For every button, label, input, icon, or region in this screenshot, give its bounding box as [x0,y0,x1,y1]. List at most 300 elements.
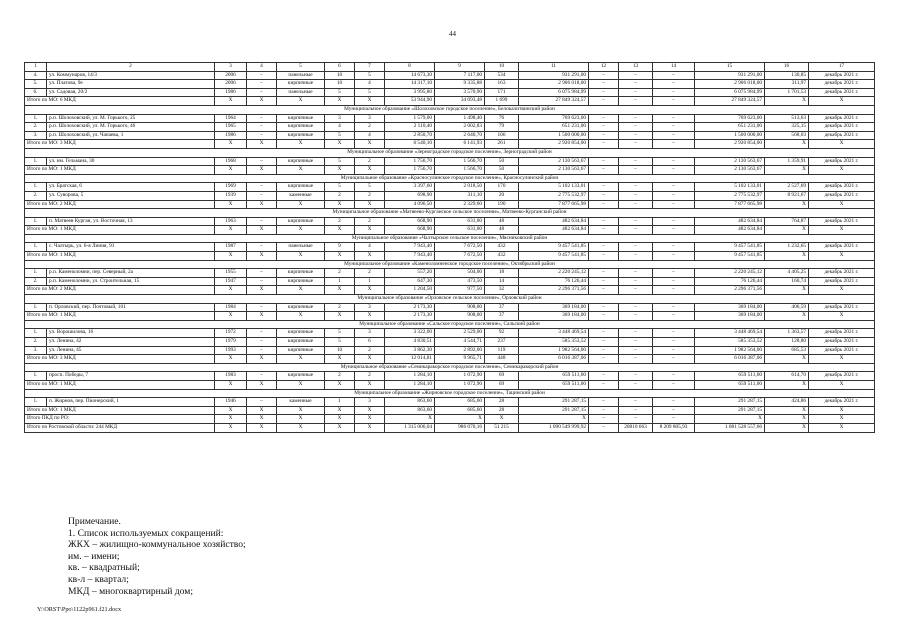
table-cell: 651 231,00 [519,123,589,132]
column-number-cell: 9 [435,63,485,72]
table-cell: – [653,346,695,355]
table-cell: 5 102 133,01 [695,183,765,192]
table-cell: 1 701,53 [765,88,809,97]
column-number-cell: 3 [215,63,247,72]
total-value-cell: X [215,286,247,295]
table-cell: – [589,338,619,347]
table-cell: 9 [325,243,355,252]
table-cell: 3 [325,114,355,123]
table-cell: 1979 [215,338,247,347]
total-value-cell: X [325,423,355,432]
table-cell: просп. Победы, 7 [47,372,215,381]
table-cell: – [247,88,277,97]
table-cell: 160,74 [765,277,809,286]
table-cell: 92 [485,329,519,338]
table-cell: – [653,71,695,80]
table-cell: 1 072,90 [435,372,485,381]
table-cell: – [619,243,653,252]
total-value-cell: – [619,415,653,424]
table-cell: 2 220 245,12 [519,269,589,278]
table-cell: 473,50 [435,277,485,286]
table-cell: – [619,157,653,166]
table-cell: – [653,217,695,226]
table-cell: 1968 [215,157,247,166]
table-cell: декабрь 2021 г. [809,123,875,132]
table-cell: 1 284,10 [385,372,435,381]
table-cell: 9 457 541,85 [519,243,589,252]
table-cell: 1. [25,243,47,252]
table-row [25,243,875,252]
table-cell: ул. Суворова, 5 [47,191,215,200]
table-cell: кирпичные [277,338,325,347]
table-cell: 513,63 [765,114,809,123]
notes-line: им. – имени; [68,550,120,562]
table-cell: 3 862,30 [385,346,435,355]
table-cell: 4 544,71 [435,338,485,347]
table-cell: декабрь 2021 г. [809,217,875,226]
table-cell: декабрь 2021 г. [809,372,875,381]
total-row [25,380,875,389]
table-cell: 170 [485,183,519,192]
total-row [25,252,875,261]
total-value-cell: – [589,252,619,261]
table-cell: – [619,183,653,192]
total-value-cell: – [653,286,695,295]
table-cell: декабрь 2021 г. [809,398,875,407]
total-value-cell: 291 287,15 [695,406,765,415]
total-value-cell: X [809,252,875,261]
table-cell: декабрь 2021 г. [809,269,875,278]
table-row [25,131,875,140]
municipality-header-row [25,148,875,157]
table-cell: – [653,131,695,140]
table-cell: 1 232,65 [765,243,809,252]
total-value-cell: X [247,423,277,432]
municipality-header-row [25,105,875,114]
total-value-cell: X [277,423,325,432]
notes-line: 1. Список используемых сокращений: [68,527,224,539]
municipality-name-cell: Муниципальное образование «Шолоховское городское поселение», Белокалитвинский район [25,105,875,114]
table-cell: 2 [325,191,355,200]
total-value-cell: – [589,380,619,389]
table-cell: декабрь 2021 г. [809,191,875,200]
table-cell: – [247,303,277,312]
column-number-cell: 17 [809,63,875,72]
total-value-cell: 1 284,10 [385,380,435,389]
total-value-cell: 2 130 563,67 [519,166,589,175]
total-value-cell: 6 016 387,06 [695,355,765,364]
table-cell: 1972 [215,329,247,338]
table-cell: 2 906 018,00 [519,80,589,89]
table-cell: 1. [25,372,47,381]
table-cell: 5 [325,88,355,97]
total-value-cell: X [215,252,247,261]
table-cell: 769 623,00 [519,114,589,123]
table-cell: 3 995,80 [385,88,435,97]
total-label-cell: Итого по МО: 1 МКД [25,226,215,235]
table-cell: 5 [325,338,355,347]
total-value-cell: – [589,312,619,321]
table-cell: р.п. Каменоломни, пер. Северный, 2а [47,269,215,278]
table-cell: – [619,398,653,407]
total-value-cell: 9 457 541,85 [519,252,589,261]
total-value-cell: – [619,140,653,149]
table-cell: 14 317,10 [385,80,435,89]
municipality-header-row [25,209,875,218]
total-value-cell: X [809,406,875,415]
table-cell: 3. [25,131,47,140]
table-cell: 2 [325,269,355,278]
table-cell: 5 [325,131,355,140]
total-value-cell: X [325,97,355,106]
total-value-cell: X [247,97,277,106]
total-value-cell: – [589,140,619,149]
total-value-cell: – [589,286,619,295]
total-value-cell: 1 699 [485,97,519,106]
total-value-cell: 12 014,81 [385,355,435,364]
total-value-cell: X [247,286,277,295]
table-cell: 2 173,30 [385,303,435,312]
total-value-cell: – [619,166,653,175]
table-cell: – [653,191,695,200]
table-cell: – [589,191,619,200]
total-value-cell: X [355,380,385,389]
table-cell: – [619,303,653,312]
table-cell: 647,30 [385,277,435,286]
total-value-cell: – [653,355,695,364]
total-value-cell: 908,00 [435,312,485,321]
table-cell: 4 830,51 [385,338,435,347]
table-cell: кирпичные [277,303,325,312]
column-number-cell: 10 [485,63,519,72]
table-row [25,80,875,89]
column-number-cell: 2 [47,63,215,72]
total-value-cell: 37 [485,312,519,321]
total-label-cell: Итого по МО: 1 МКД [25,380,215,389]
total-value-cell: 51 215 [485,423,519,432]
total-value-cell: – [653,226,695,235]
total-value-cell: X [215,406,247,415]
table-cell: 2006 [215,80,247,89]
table-cell: 14 [485,277,519,286]
total-value-cell: X [325,140,355,149]
table-cell: – [619,131,653,140]
total-value-cell: 6 540,10 [385,140,435,149]
table-cell: 311,97 [765,80,809,89]
table-cell: 2 130 563,67 [519,157,589,166]
column-number-cell: 7 [355,63,385,72]
table-cell: 1 [355,277,385,286]
total-value-cell: – [653,406,695,415]
table-cell: 764,87 [765,217,809,226]
table-cell: 1. [25,157,47,166]
total-value-cell: – [653,415,695,424]
total-value-cell: X [809,286,875,295]
total-row [25,312,875,321]
table-cell: 1965 [215,123,247,132]
total-value-cell: X [765,166,809,175]
total-value-cell: X [247,252,277,261]
table-cell: 2 [355,346,385,355]
column-number-cell: 1 [25,63,47,72]
total-value-cell: X [765,97,809,106]
table-cell: кирпичные [277,114,325,123]
table-cell: 2 018,50 [435,183,485,192]
table-cell: декабрь 2021 г. [809,131,875,140]
table-cell: 1 359,91 [765,157,809,166]
total-value-cell: – [619,252,653,261]
total-value-cell: X [277,355,325,364]
table-row [25,217,875,226]
table-cell: – [247,123,277,132]
total-value-cell: X [765,415,809,424]
total-value-cell: X [277,140,325,149]
total-value-cell: X [325,252,355,261]
table-cell: 557,20 [385,269,435,278]
table-row [25,398,875,407]
table-cell: п. Матвеев Курган, ул. Восточная, 13 [47,217,215,226]
table-cell: 2 [355,157,385,166]
table-cell: 128,80 [765,338,809,347]
table-cell: – [653,303,695,312]
table-cell: – [589,71,619,80]
table-cell: 534 [485,71,519,80]
table-cell: 9 457 541,85 [695,243,765,252]
table-cell: декабрь 2021 г. [809,346,875,355]
total-value-cell: 27 849 324,57 [695,97,765,106]
table-cell: – [247,217,277,226]
total-value-cell: X [355,97,385,106]
total-row [25,355,875,364]
table-cell: 291 287,15 [519,398,589,407]
total-value-cell: X [355,423,385,432]
total-value-cell: X [325,166,355,175]
table-cell: 1993 [215,346,247,355]
total-row [25,406,875,415]
total-value-cell: 369 184,00 [519,312,589,321]
total-value-cell: X [247,312,277,321]
table-cell: – [247,338,277,347]
total-value-cell: 6 016 387,06 [519,355,589,364]
table-cell: – [653,123,695,132]
table-cell: декабрь 2021 г. [809,303,875,312]
notes-line: кв. – квадратный; [68,562,140,574]
table-cell: – [589,157,619,166]
municipality-header-row [25,260,875,269]
total-value-cell: – [589,166,619,175]
total-value-cell: 50 [485,166,519,175]
total-value-cell: 291 287,15 [519,406,589,415]
column-number-cell: 14 [653,63,695,72]
total-value-cell: – [589,406,619,415]
total-value-cell: X [765,312,809,321]
table-cell: кирпичные [277,80,325,89]
total-value-cell: X [765,406,809,415]
table-cell: – [653,398,695,407]
total-value-cell: X [277,97,325,106]
table-cell: 2006 [215,71,247,80]
table-cell: 2. [25,191,47,200]
total-value-cell: – [653,200,695,209]
table-cell: 659 511,00 [519,372,589,381]
table-cell: – [247,157,277,166]
table-cell: 482 634,84 [519,217,589,226]
table-cell: 1 982 564,00 [695,346,765,355]
table-cell: 119 [485,346,519,355]
column-number-cell: 6 [325,63,355,72]
table-cell: – [589,88,619,97]
table-cell: 10 [325,346,355,355]
table-cell: кирпичные [277,157,325,166]
total-value-cell: 977,50 [435,286,485,295]
total-value-cell: X [247,200,277,209]
table-cell: 1 363,57 [765,329,809,338]
total-value-cell: X [435,415,485,424]
total-value-cell: X [215,166,247,175]
column-number-cell: 4 [247,63,277,72]
total-value-cell: – [589,97,619,106]
table-cell: 406,59 [765,303,809,312]
table-cell: 1955 [215,269,247,278]
table-cell: 769 623,00 [695,114,765,123]
table-cell: 568,03 [765,131,809,140]
table-cell: 7 943,40 [385,243,435,252]
total-row [25,140,875,149]
total-value-cell: X [355,406,385,415]
table-cell: 76 [485,114,519,123]
table-cell: 2. [25,277,47,286]
total-value-cell: – [653,166,695,175]
municipality-name-cell: Муниципальное образование «Семикаракорское городское поселение», Семикаракорский район [25,363,875,372]
total-value-cell: X [277,312,325,321]
table-cell: 2. [25,123,47,132]
table-cell: – [619,269,653,278]
column-number-cell: 13 [619,63,653,72]
table-cell: – [589,346,619,355]
table-cell: 908,00 [435,303,485,312]
total-value-cell: – [619,97,653,106]
table-cell: 1 [325,277,355,286]
total-value-cell: 7 877 665,98 [695,200,765,209]
total-value-cell: X [215,415,247,424]
table-cell: – [247,131,277,140]
table-cell: – [247,80,277,89]
table-cell: – [653,114,695,123]
table-row [25,277,875,286]
table-cell: кирпичные [277,217,325,226]
table-cell: 1969 [215,183,247,192]
total-value-cell: X [355,200,385,209]
total-label-cell: Итого по МО: 3 МКД [25,140,215,149]
table-cell: ул. им. Гельмана, 30 [47,157,215,166]
total-value-cell: 631,00 [435,226,485,235]
total-value-cell: X [355,140,385,149]
total-label-cell: Итого по МО: 6 МКД [25,97,215,106]
total-value-cell: 7 672,50 [435,252,485,261]
table-row [25,71,875,80]
total-value-cell: X [215,200,247,209]
table-cell: ул. Садовая, 20/2 [47,88,215,97]
table-cell: 1. [25,114,47,123]
table-cell: п. Орловский, пер. Почтовый, 101 [47,303,215,312]
municipality-name-cell: Муниципальное образование «Сальское городское поселение», Сальский район [25,320,875,329]
total-value-cell: 1 090 549 999,92 [519,423,589,432]
table-cell: 76 126,44 [695,277,765,286]
table-cell: 482 634,84 [695,217,765,226]
table-cell: 4. [25,71,47,80]
table-cell: 10 [325,80,355,89]
total-value-cell: X [809,140,875,149]
total-value-cell: – [653,380,695,389]
table-cell: – [247,243,277,252]
table-cell: 2 [355,123,385,132]
table-cell: 585 353,52 [519,338,589,347]
table-cell: 171 [485,88,519,97]
total-row [25,200,875,209]
total-label-cell: Итого по МО: 1 МКД [25,252,215,261]
table-cell: р.п. Шолоховский, ул. Чапаева, 1 [47,131,215,140]
table-cell: – [619,338,653,347]
total-value-cell: X [215,312,247,321]
table-cell: 48 [485,217,519,226]
total-value-cell: – [653,252,695,261]
total-row [25,423,875,432]
total-value-cell: X [215,423,247,432]
table-cell: – [247,277,277,286]
total-value-cell: – [653,140,695,149]
total-value-cell: 1 756,70 [385,166,435,175]
table-cell: 1946 [215,398,247,407]
table-row [25,346,875,355]
table-cell: 1947 [215,277,247,286]
column-number-cell: 15 [695,63,765,72]
column-number-cell: 12 [589,63,619,72]
table-cell: декабрь 2021 г. [809,329,875,338]
table-cell: 698,90 [385,191,435,200]
table-cell: – [653,329,695,338]
total-value-cell: – [619,226,653,235]
column-number-row [25,63,875,72]
table-cell: 5. [25,80,47,89]
table-cell: 1987 [215,243,247,252]
municipality-name-cell: Муниципальное образование «Орловское сельское поселение», Орловский район [25,295,875,304]
total-value-cell: X [215,355,247,364]
total-value-cell: X [355,166,385,175]
table-cell: 2 527,69 [765,183,809,192]
table-cell: 1. [25,269,47,278]
table-cell: 1 566,70 [435,157,485,166]
total-value-cell: X [277,252,325,261]
total-value-cell: X [277,200,325,209]
housing-register-table [24,62,875,433]
total-value-cell: 659 511,00 [695,380,765,389]
table-cell: 668,90 [385,217,435,226]
table-cell: – [589,243,619,252]
table-cell: – [247,191,277,200]
table-cell: 1983 [215,372,247,381]
table-cell: 369 184,00 [519,303,589,312]
table-cell: – [653,372,695,381]
table-cell: 4 [355,131,385,140]
table-cell: 1984 [215,303,247,312]
table-cell: – [653,80,695,89]
table-cell: 4 405,25 [765,269,809,278]
table-cell: – [619,71,653,80]
total-value-cell: X [355,252,385,261]
table-cell: кирпичные [277,123,325,132]
total-value-cell: X [809,312,875,321]
table-cell: декабрь 2021 г. [809,338,875,347]
